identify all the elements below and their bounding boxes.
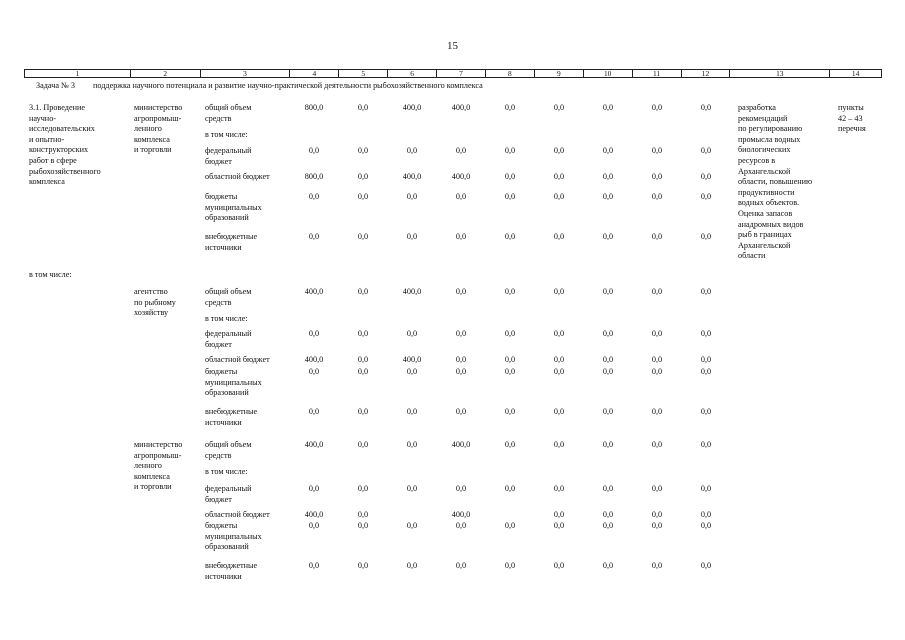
task-label: Задача № 3 [36,81,75,90]
value-cell: 0,0 [504,440,516,449]
value-cell: 0,0 [357,510,369,519]
value-cell: 0,0 [553,172,565,181]
value-cell: 0,0 [553,146,565,155]
value-cell: 0,0 [406,484,418,493]
value-cell: 0,0 [455,484,467,493]
value-cell: 0,0 [700,561,712,570]
value-cell: 0,0 [651,232,663,241]
block2-executor: агентство по рыбному хозяйству [134,287,176,318]
value-cell: 0,0 [308,367,320,376]
value-cell: 0,0 [504,103,516,112]
value-cell: 0,0 [308,192,320,201]
source-municipal-label: бюджеты муниципальных образований [205,367,262,398]
value-cell: 0,0 [651,329,663,338]
value-cell: 0,0 [406,146,418,155]
value-cell: 0,0 [651,440,663,449]
value-cell: 0,0 [651,192,663,201]
value-cell: 0,0 [602,192,614,201]
value-cell: 0,0 [455,521,467,530]
value-cell: 0,0 [357,407,369,416]
activity-name: 3.1. Проведение научно- исследовательских и опытно- конструкторских работ в сфере рыбохозяйственного комплекса [29,103,101,187]
source-federal-label: федеральный бюджет [205,146,252,166]
value-cell: 0,0 [553,561,565,570]
value-cell: 0,0 [406,232,418,241]
source-regional-label: областной бюджет [205,510,270,519]
value-cell: 0,0 [602,355,614,364]
value-cell: 0,0 [406,561,418,570]
activity-result: разработка рекомендаций по регулированию промысла водных биологических ресурсов в Архангельской области, повышению продуктивности водных объектов. Оценка запасов анадромных видов рыб в границах Архангельской области [738,103,813,261]
value-cell: 0,0 [553,510,565,519]
value-cell: 0,0 [406,521,418,530]
value-cell: 0,0 [308,484,320,493]
value-cell: 400,0 [402,355,422,364]
value-cell: 0,0 [357,172,369,181]
value-cell: 400,0 [304,355,324,364]
value-cell: 0,0 [651,407,663,416]
value-cell: 0,0 [700,146,712,155]
value-cell: 0,0 [455,355,467,364]
source-municipal-label: бюджеты муниципальных образований [205,192,262,223]
value-cell: 0,0 [553,287,565,296]
col-number: 10 [584,70,633,77]
value-cell: 0,0 [553,103,565,112]
source-offbudget-label: внебюджетные источники [205,407,258,427]
value-cell: 0,0 [700,355,712,364]
value-cell: 0,0 [700,103,712,112]
activity-executor: министерство агропромыш- ленного комплекса и торговли [134,103,183,155]
block3-executor: министерство агропромыш- ленного комплекса и торговли [134,440,183,492]
value-cell: 0,0 [504,192,516,201]
value-cell: 0,0 [553,367,565,376]
value-cell: 400,0 [402,172,422,181]
value-cell: 0,0 [308,146,320,155]
value-cell: 0,0 [602,287,614,296]
col-number: 3 [201,70,291,77]
value-cell: 400,0 [451,103,471,112]
value-cell: 0,0 [602,103,614,112]
value-cell: 0,0 [357,484,369,493]
column-number-header [24,69,882,78]
value-cell: 400,0 [402,103,422,112]
value-cell: 0,0 [357,103,369,112]
value-cell: 400,0 [451,172,471,181]
value-cell: 400,0 [451,440,471,449]
col-number: 14 [851,69,860,78]
col-number: 9 [535,70,584,77]
source-municipal-label: бюджеты муниципальных образований [205,521,262,552]
value-cell: 0,0 [455,367,467,376]
value-cell: 0,0 [308,329,320,338]
value-cell: 0,0 [602,329,614,338]
value-cell: 0,0 [602,407,614,416]
value-cell: 0,0 [406,329,418,338]
value-cell: 0,0 [455,192,467,201]
value-cell: 0,0 [700,367,712,376]
value-cell: 0,0 [357,329,369,338]
col-number: 12 [682,70,731,77]
value-cell: 800,0 [304,103,324,112]
value-cell: 0,0 [504,561,516,570]
value-cell: 0,0 [700,192,712,201]
value-cell: 0,0 [455,329,467,338]
value-cell: 0,0 [651,367,663,376]
source-regional-label: областной бюджет [205,355,270,364]
value-cell: 0,0 [357,232,369,241]
value-cell: 0,0 [700,521,712,530]
source-offbudget-label: внебюджетные источники [205,232,258,252]
value-cell: 0,0 [700,510,712,519]
value-cell: 0,0 [651,521,663,530]
value-cell: 0,0 [504,407,516,416]
value-cell: 0,0 [700,232,712,241]
value-cell: 0,0 [455,561,467,570]
value-cell: 0,0 [455,232,467,241]
source-incl-label: в том числе: [205,314,248,323]
source-total-label: общий объем средств [205,440,252,460]
value-cell: 400,0 [304,510,324,519]
value-cell: 0,0 [357,561,369,570]
value-cell: 0,0 [602,172,614,181]
value-cell: 0,0 [651,510,663,519]
value-cell: 0,0 [406,407,418,416]
value-cell: 0,0 [700,287,712,296]
value-cell: 0,0 [651,561,663,570]
value-cell: 0,0 [504,287,516,296]
value-cell: 0,0 [406,440,418,449]
value-cell: 0,0 [651,355,663,364]
source-regional-label: областной бюджет [205,172,270,181]
value-cell: 0,0 [602,561,614,570]
value-cell: 0,0 [602,484,614,493]
value-cell: 0,0 [553,484,565,493]
value-cell: 0,0 [602,521,614,530]
col-number: 6 [388,70,437,77]
value-cell: 0,0 [504,329,516,338]
value-cell: 0,0 [308,521,320,530]
value-cell: 0,0 [357,440,369,449]
value-cell: 0,0 [455,287,467,296]
value-cell: 0,0 [504,367,516,376]
value-cell: 0,0 [602,440,614,449]
value-cell: 0,0 [602,146,614,155]
value-cell: 0,0 [651,146,663,155]
value-cell: 0,0 [357,192,369,201]
value-cell: 0,0 [455,146,467,155]
value-cell: 0,0 [357,355,369,364]
page-number: 15 [447,40,458,52]
value-cell: 0,0 [504,172,516,181]
value-cell: 0,0 [651,287,663,296]
source-offbudget-label: внебюджетные источники [205,561,258,581]
value-cell: 0,0 [504,521,516,530]
value-cell: 0,0 [308,232,320,241]
value-cell: 0,0 [504,146,516,155]
value-cell: 400,0 [451,510,471,519]
value-cell: 0,0 [357,367,369,376]
activity-reference: пункты 42 – 43 перечня [838,103,866,134]
value-cell: 0,0 [700,407,712,416]
source-incl-label: в том числе: [205,130,248,139]
value-cell: 0,0 [406,192,418,201]
source-incl-label: в том числе: [205,467,248,476]
value-cell: 0,0 [553,192,565,201]
source-federal-label: федеральный бюджет [205,484,252,504]
col-number: 1 [25,70,131,77]
value-cell: 0,0 [553,521,565,530]
value-cell: 400,0 [304,287,324,296]
value-cell: 0,0 [651,103,663,112]
col-number: 4 [290,70,339,77]
value-cell: 0,0 [455,407,467,416]
value-cell: 0,0 [700,329,712,338]
source-total-label: общий объем средств [205,103,252,123]
value-cell: 0,0 [357,521,369,530]
source-federal-label: федеральный бюджет [205,329,252,349]
value-cell: 0,0 [602,367,614,376]
value-cell: 0,0 [553,329,565,338]
task-text: поддержка научного потенциала и развитие научно-практической деятельности рыбохозяйственного комплекса [93,81,483,90]
value-cell: 0,0 [406,367,418,376]
value-cell: 0,0 [357,146,369,155]
value-cell: 0,0 [308,407,320,416]
value-cell: 0,0 [602,510,614,519]
value-cell: 400,0 [304,440,324,449]
value-cell: 0,0 [700,172,712,181]
col-number: 11 [633,70,682,77]
col-number: 8 [486,70,535,77]
value-cell: 0,0 [602,232,614,241]
value-cell: 0,0 [553,440,565,449]
value-cell: 0,0 [308,561,320,570]
value-cell: 400,0 [402,287,422,296]
col-number: 2 [131,70,201,77]
in-that-number-label: в том числе: [29,270,72,279]
value-cell: 0,0 [504,355,516,364]
source-total-label: общий объем средств [205,287,252,307]
value-cell: 0,0 [700,484,712,493]
value-cell: 0,0 [553,355,565,364]
value-cell: 0,0 [357,287,369,296]
value-cell: 0,0 [553,407,565,416]
value-cell: 0,0 [553,232,565,241]
value-cell: 800,0 [304,172,324,181]
value-cell: 0,0 [651,172,663,181]
col-number: 5 [339,70,388,77]
value-cell: 0,0 [504,232,516,241]
col-number: 7 [437,70,486,77]
value-cell: 0,0 [651,484,663,493]
value-cell: 0,0 [504,484,516,493]
col-number: 13 [730,70,830,77]
value-cell: 0,0 [700,440,712,449]
